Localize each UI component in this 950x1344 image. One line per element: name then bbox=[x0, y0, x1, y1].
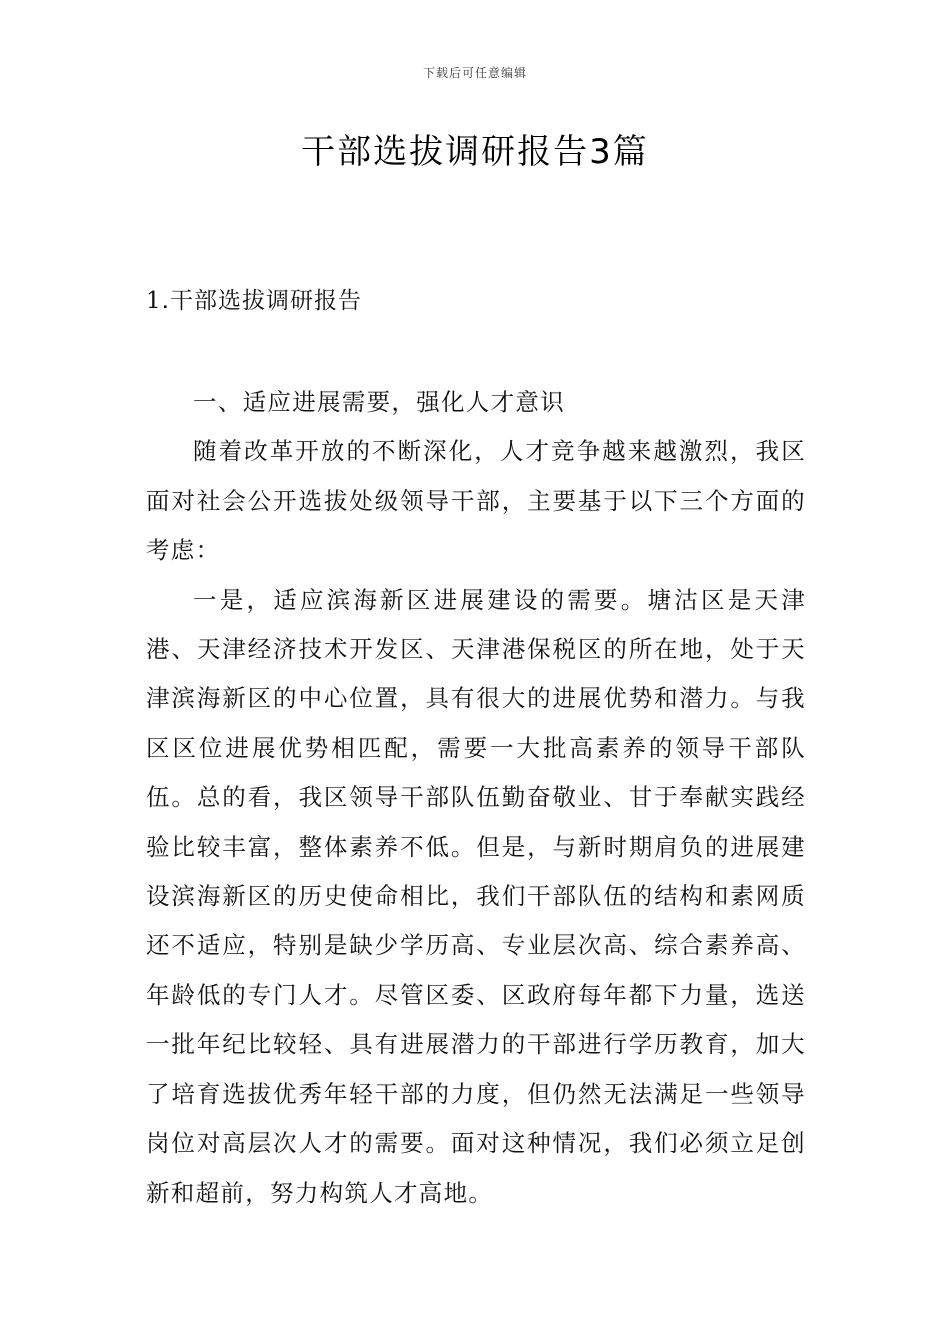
document-body bbox=[146, 378, 806, 1218]
paragraph-heading: 一、适应进展需要，强化人才意识 bbox=[193, 388, 565, 416]
header-note: 下载后可任意编辑 bbox=[422, 66, 527, 80]
document-title: 干部选拔调研报告3篇 bbox=[301, 132, 649, 172]
section-title: 1.干部选拔调研报告 bbox=[146, 288, 362, 314]
paragraph: 随着改革开放的不断深化，人才竞争越来越激烈，我区面对社会公开选拔处级领导干部，主要基于以下三个方面的考虑： bbox=[146, 437, 806, 565]
paragraph: 一是，适应滨海新区进展建设的需要。塘沽区是天津港、天津经济技术开发区、天津港保税区的所在地，处于天津滨海新区的中心位置，具有很大的进展优势和潜力。与我区区位进展优势相匹配，需要一大批高素养的领导干部队伍。总的看，我区领导干部队伍勤奋敬业、甘于奉献实践经验比较丰富，整体素养不低。但是，与新时期肩负的进展建设滨海新区的历史使命相比，我们干部队伍的结构和素网质还不适应，特别是缺少学历高、专业层次高、综合素养高、年龄低的专门人才。尽管区委、区政府每年都下力量，选送一批年纪比较轻、具有进展潜力的干部进行学历教育，加大了培育选拔优秀年轻干部的力度，但仍然无法满足一些领导岗位对高层次人才的需要。面对这种情况，我们必须立足创新和超前，努力构筑人才高地。 bbox=[146, 585, 806, 1207]
